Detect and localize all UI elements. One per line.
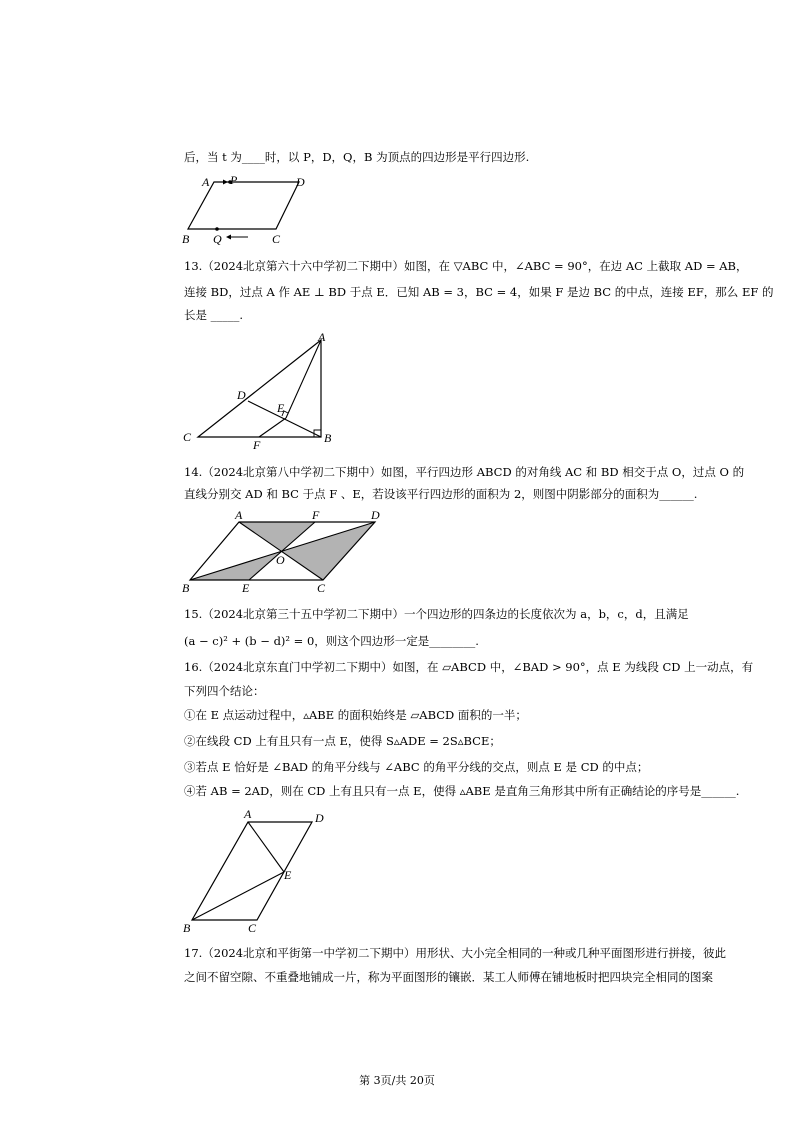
q16-parallelogram-figure (180, 805, 330, 935)
f16-label-C: C (248, 921, 257, 935)
page-footer: 第 3页/共 20页 (359, 1074, 435, 1087)
f13-label-F: F (253, 438, 261, 450)
f13-label-A: A (318, 330, 326, 344)
f13-label-B: B (324, 431, 332, 445)
f12-label-D: D (296, 175, 305, 189)
q15-line-2: (a − c)² + (b − d)² = 0，则这个四边形一定是________. (184, 634, 479, 648)
f16-label-B: B (183, 921, 191, 935)
q14-parallelogram-figure (180, 508, 390, 598)
f14-label-E: E (242, 581, 250, 595)
q17-line-2: 之间不留空隙、不重叠地铺成一片，称为平面图形的镶嵌．某工人师傅在铺地板时把四块完全相同的图案 (184, 970, 713, 984)
f16-label-E: E (284, 868, 292, 882)
q12-parallelogram-figure (180, 172, 320, 247)
q13-line-1: 13.（2024北京第六十六中学初二下期中）如图，在 ▽ABC 中，∠ABC = 90°，在边 AC 上截取 AD = AB， (184, 259, 748, 273)
q14-line-2: 直线分别交 AD 和 BC 于点 F 、E，若设该平行四边形的面积为 2，则图中阴影部分的面积为______. (184, 487, 698, 501)
q16-line-3: ①在 E 点运动过程中，▵ABE 的面积始终是 ▱ABCD 面积的一半； (184, 708, 527, 722)
q14-line-1: 14.（2024北京第八中学初二下期中）如图，平行四边形 ABCD 的对角线 AC 和 BD 相交于点 O，过点 O 的 (184, 465, 745, 479)
f12-label-B: B (182, 232, 190, 246)
f14-label-F: F (312, 508, 320, 522)
f13-label-D: D (237, 388, 246, 402)
q16-line-5: ③若点 E 恰好是 ∠BAD 的角平分线与 ∠ABC 的角平分线的交点，则点 E 是 CD 的中点； (184, 760, 649, 774)
f16-label-D: D (315, 811, 324, 825)
f14-label-C: C (317, 581, 326, 595)
f14-label-O: O (276, 553, 285, 567)
f14-label-A: A (235, 508, 243, 522)
q16-line-4: ②在线段 CD 上有且只有一点 E，使得 S▵ADE = 2S▵BCE； (184, 734, 501, 748)
q16-line-2: 下列四个结论： (184, 684, 265, 698)
f12-label-Q: Q (213, 232, 222, 246)
q17-line-1: 17.（2024北京和平街第一中学初二下期中）用形状、大小完全相同的一种或几种平面图形进行拼接，彼此 (184, 946, 727, 960)
f13-label-E: E (277, 401, 285, 415)
f16-label-A: A (244, 807, 252, 821)
q16-line-6: ④若 AB = 2AD，则在 CD 上有且只有一点 E，使得 ▵ABE 是直角三角形其中所有正确结论的序号是______. (184, 784, 740, 798)
f14-label-D: D (371, 508, 380, 522)
q12-tail-text: 后，当 t 为____时，以 P，D，Q，B 为顶点的四边形是平行四边形. (184, 150, 530, 164)
f12-label-C: C (272, 232, 281, 246)
q15-line-1: 15.（2024北京第三十五中学初二下期中）一个四边形的四条边的长度依次为 a，b，c，d，且满足 (184, 607, 689, 621)
q16-line-1: 16.（2024北京东直门中学初二下期中）如图，在 ▱ABCD 中，∠BAD > 90°，点 E 为线段 CD 上一动点，有 (184, 660, 754, 674)
q13-line-2: 连接 BD，过点 A 作 AE ⊥ BD 于点 E．已知 AB = 3，BC = 4，如果 F 是边 BC 的中点，连接 EF，那么 EF 的 (184, 285, 774, 299)
f12-label-P: P (230, 173, 238, 187)
f14-label-B: B (182, 581, 190, 595)
q13-line-3: 长是 _____. (184, 308, 244, 322)
q13-triangle-figure (180, 330, 340, 450)
f12-label-A: A (202, 175, 210, 189)
f13-label-C: C (183, 430, 192, 444)
